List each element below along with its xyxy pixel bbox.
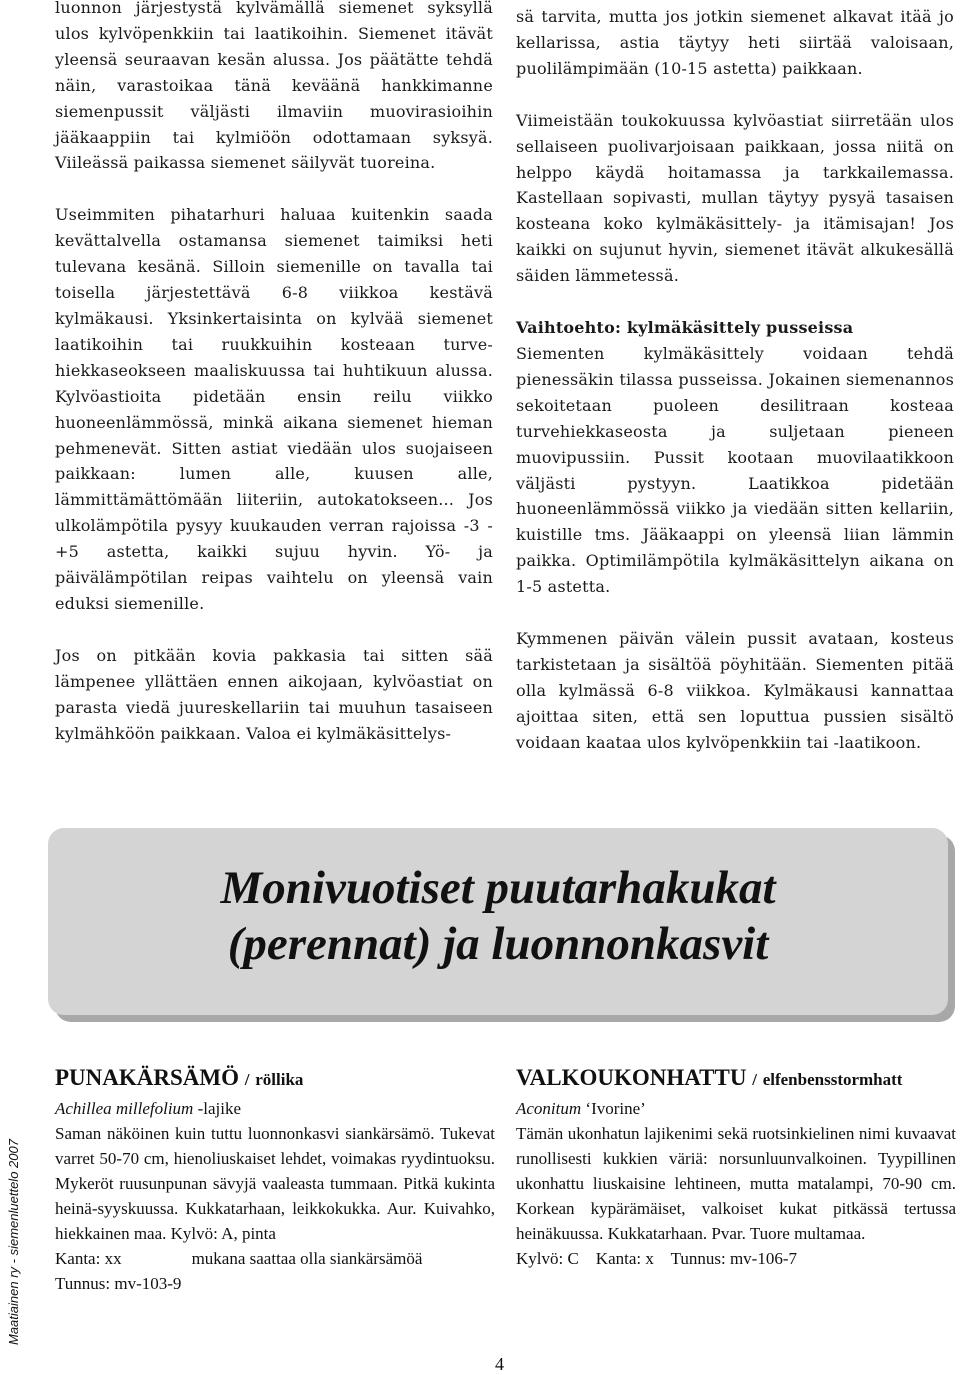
kanta-line xyxy=(55,1246,495,1271)
swedish-name: elfenbensstormhatt xyxy=(762,1070,903,1089)
plant-description: Tämän ukonhatun lajikenimi sekä ruotsinkielinen nimi kuvaavat runollisesti kukkien väriä: norsunluunvalkoinen. Tyypillinen ukonhattu liuskaisine lehtineen, mutta matalampi, 70-90 cm. Korkean kypärämäiset, valkoiset kukat pitkässä tertussa heinäkuussa. Kukkatarhaan. Pvar. Tuore multamaa. xyxy=(516,1124,956,1243)
section-title-line: (perennat) ja luonnonkasvit xyxy=(227,918,769,970)
left-text-column xyxy=(55,0,493,746)
subsection xyxy=(516,315,954,600)
latin-name: Achillea millefolium xyxy=(55,1099,194,1118)
plant-entry xyxy=(516,1063,956,1271)
paragraph: Jos on pitkään kovia pakkasia tai sitten sää lämpenee yllättäen ennen aikojaan, kylvöastiat on parasta viedä juureskellariin tai muuhun tasaiseen kylmähköön paikkaan. Valoa ei kylmäkäsittelys- xyxy=(55,645,493,743)
page-number: 4 xyxy=(495,1354,504,1374)
plant-name: VALKOUKONHATTU xyxy=(516,1065,747,1090)
paragraph: Useimmiten pihatarhuri haluaa kuitenkin saada kevättalvella ostamansa siemenet taimiksi heti tulevana kesänä. Silloin siemenille on tavalla tai toisella järjestettävä 6-8 viikkoa kestävä kylmäkausi. Yksinkertaisinta on kylvää siemenet laatikoihin tai ruukkuihin kosteaan turve-hiekkaseokseen maaliskuussa tai huhtikuun alussa. Kylvöastioita pidetään ensin reilu viikko huoneenlämmössä, minkä aikana siemenet hieman pehmenevät. Sitten astiat viedään ulos suojaiseen paikkaan: lumen alle, kuusen alle, lämmittämättömään liiteriin, autokatokseen... Jos ulkolämpötila pysyy kuukauden verran rajoissa -3 - +5 astetta, kaikki sujuu hyvin. Yö- ja päivälämpötilan reipas vaihtelu on yleensä vain eduksi siemenille. xyxy=(55,205,493,613)
paragraph: Siementen kylmäkäsittely voidaan tehdä pienessäkin tilassa pusseissa. Jokainen siemenannos sekoitetaan puoleen desilitraan kosteaa turvehiekkaseosta ja suljetaan pieneen muovipussiin. Pussit kootaan muovilaatikkoon väljästi pystyyn. Laatikkoa pidetään huoneenlämmössä viikko ja viedään sitten kellariin, kuistille tms. Jääkaappi on yleensä liian lämmin paikka. Optimilämpötila kylmäkäsittelyn aikana on 1-5 astetta. xyxy=(516,343,954,597)
codes-line: Kylvö: C Kanta: x Tunnus: mv-106-7 xyxy=(516,1249,797,1268)
tunnus-code: Tunnus: mv-103-9 xyxy=(55,1274,182,1293)
subsection-heading: Vaihtoehto: kylmäkäsittely pusseissa xyxy=(516,318,854,338)
plant-name: PUNAKÄRSÄMÖ xyxy=(55,1065,239,1090)
plant-entry xyxy=(55,1063,495,1296)
section-title-line: Monivuotiset puutarhakukat xyxy=(220,862,776,914)
latin-suffix: ‘Ivorine’ xyxy=(585,1099,646,1118)
paragraph: Viimeistään toukokuussa kylvöastiat siirretään ulos sellaiseen puolivarjoisaan paikkaan, jossa niitä on helppo käydä hoitamassa ja tarkkailemassa. Kastellaan sopivasti, mullan täytyy pysyä tasaisen kosteana koko kylmäkäsittely- ja itämisajan! Jos kaikki on sujunut hyvin, siemenet itävät alkukesällä säiden lämmetessä. xyxy=(516,110,954,286)
name-separator: / xyxy=(244,1070,250,1089)
name-separator: / xyxy=(752,1070,757,1089)
section-banner xyxy=(48,828,948,1015)
paragraph: Kymmenen päivän välein pussit avataan, kosteus tarkistetaan ja sisältöä pöyhitään. Siementen pitää olla kylmässä 6-8 viikkoa. Kylmäkausi kannattaa ajoittaa siten, että sen loputtua pussien sisältö voidaan kaataa ulos kylvöpenkkiin tai -laatikoon. xyxy=(516,629,954,752)
section-title xyxy=(48,860,948,972)
catalog-side-label: Maatiainen ry - siemenluettelo 2007 xyxy=(6,1139,21,1345)
paragraph: sä tarvita, mutta jos jotkin siemenet alkavat itää jo kellarissa, astia täytyy heti siirtää valoisaan, puolilämpimään (10-15 astetta) paikkaan. xyxy=(516,7,954,78)
kanta-value: Kanta: xx xyxy=(55,1249,122,1268)
latin-name-line xyxy=(55,1096,495,1121)
latin-name-line xyxy=(516,1096,956,1121)
paragraph: luonnon järjestystä kylvämällä siemenet syksyllä ulos kylvöpenkkiin tai laatikoihin. Siemenet itävät yleensä seuraavan kesän alussa. Jos päätätte tehdä näin, varastoikaa tänä keväänä hankkimanne siemenpussit väljästi ilmaviin muovirasioihin jääkaappiin tai kylmiöön odottamaan syksyä. Viileässä paikassa siemenet säilyvät tuoreina. xyxy=(55,0,493,173)
plant-name-heading xyxy=(55,1063,495,1095)
swedish-name: röllika xyxy=(255,1070,304,1089)
latin-name: Aconitum xyxy=(516,1099,582,1118)
latin-suffix: -lajike xyxy=(197,1099,242,1118)
plant-description: Saman näköinen kuin tuttu luonnonkasvi siankärsämö. Tukevat varret 50-70 cm, hienoliuskaiset lehdet, voimakas ryydintuoksu. Mykeröt ruusunpunan sävyjä vaaleasta tummaan. Pitkä kukinta heinä-syyskuussa. Kukkatarhaan, leikkokukka. Aur. Kuivahko, hiekkainen maa. Kylvö: A, pinta xyxy=(55,1124,495,1243)
right-text-column xyxy=(516,4,954,756)
kanta-note: mukana saattaa olla siankärsämöä xyxy=(191,1249,423,1268)
plant-name-heading xyxy=(516,1063,956,1095)
